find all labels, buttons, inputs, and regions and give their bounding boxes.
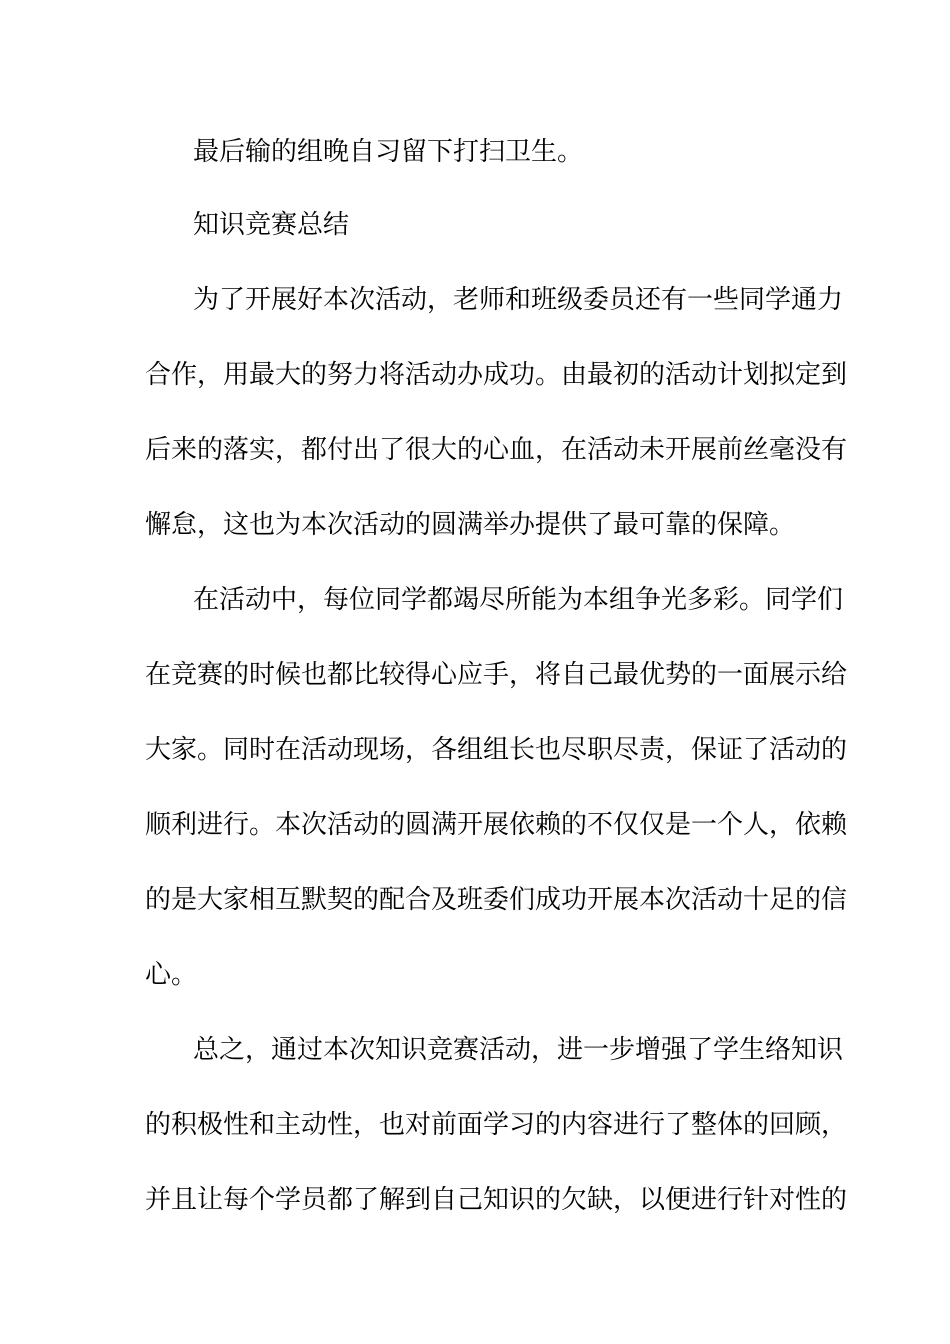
- text-line: 在活动中，每位同学都竭尽所能为本组争光多彩。同学们: [193, 585, 844, 615]
- text-line: 大家。同时在活动现场，各组组长也尽职尽责，保证了活动的: [145, 735, 848, 765]
- text-line: 在竞赛的时候也都比较得心应手，将自己最优势的一面展示给: [145, 660, 848, 690]
- text-line: 懈怠，这也为本次活动的圆满举办提供了最可靠的保障。: [145, 510, 796, 540]
- text-line: 合作，用最大的努力将活动办成功。由最初的活动计划拟定到: [145, 360, 848, 390]
- text-line: 总之，通过本次知识竞赛活动，进一步增强了学生络知识: [193, 1035, 844, 1065]
- text-line: 为了开展好本次活动，老师和班级委员还有一些同学通力: [193, 285, 844, 315]
- text-line: 最后输的组晚自习留下打扫卫生。: [193, 137, 584, 167]
- text-line: 顺利进行。本次活动的圆满开展依赖的不仅仅是一个人，依赖: [145, 810, 848, 840]
- text-line: 的积极性和主动性，也对前面学习的内容进行了整体的回顾，: [145, 1110, 848, 1140]
- section-heading: 知识竞赛总结: [193, 210, 350, 240]
- text-line: 并且让每个学员都了解到自己知识的欠缺，以便进行针对性的: [145, 1185, 848, 1215]
- text-line: 后来的落实，都付出了很大的心血，在活动未开展前丝毫没有: [145, 435, 848, 465]
- text-line: 的是大家相互默契的配合及班委们成功开展本次活动十足的信: [145, 885, 848, 915]
- text-line: 心。: [145, 960, 198, 990]
